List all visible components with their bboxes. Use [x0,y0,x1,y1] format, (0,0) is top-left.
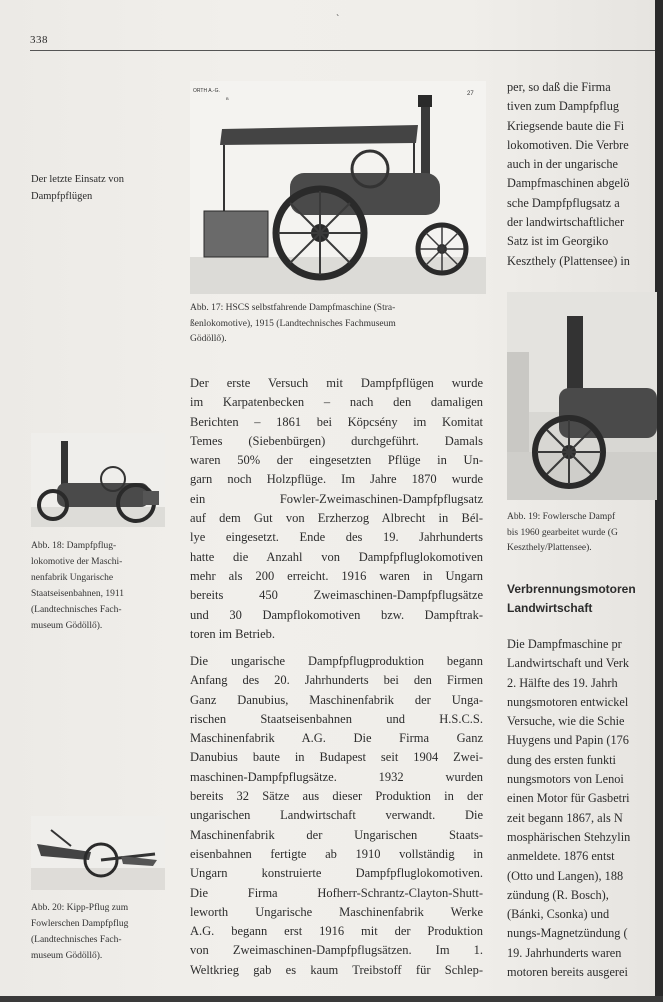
caption-line: Abb. 19: Fowlersche Dampf [507,512,616,522]
right-column-top-text [507,78,657,271]
text-line: lye eingesetzt. Ende des 19. Jahrhunderts [190,530,483,545]
text-line: von Zweimaschinen-Dampfpflugsätzen. Im 1. [190,943,483,958]
figure-17-caption [190,301,486,348]
text-line: lokomotiven. Die Verbre [507,137,629,152]
text-line: rischen Staatseisenbahnen und H.S.C.S. [190,711,483,726]
text-line: Der erste Versuch mit Dampfpflügen wurde [190,376,483,390]
heading-line: Verbrennungsmotoren [507,582,636,596]
text-line: Temes (Siebenbürgen) durchgeführt. Damals [190,433,483,448]
caption-line: museum Gödöllő). [31,951,103,961]
text-line: Huygens und Papin (176 [507,733,629,748]
figure-17-plate-number: 27 [467,91,474,97]
text-line: einen Motor für Gasbetri [507,791,630,806]
text-line: Versuche, wie die Schie [507,714,625,729]
top-mark: ` [336,14,340,25]
figure-18-caption [31,538,167,634]
text-line: eisenbahnen fertigte ab 1910 vollständig in [190,846,483,861]
text-line: tiven zum Dampfpflug [507,99,620,114]
section-heading [507,580,657,618]
caption-line: (Landtechnisches Fach- [31,605,122,615]
text-line: Landwirtschaft und Verk [507,656,630,671]
sidebar-note: Der letzte Einsatz von Dampfpflügen [31,174,125,202]
caption-line: Fowlerschen Dampfpflug [31,919,129,929]
caption-line: Gödöllő). [190,334,227,344]
text-line: nungsmotoren entwickel [507,694,629,709]
caption-line: (Landtechnisches Fach- [31,935,122,945]
text-line: per, so daß die Firma [507,80,611,94]
right-column-bottom-text [507,635,657,982]
text-line: hatte die Anzahl von Dampfpfluglokomotiven [190,549,483,564]
text-line: Berichten – 1861 bei Köpcsény im Komitat [190,414,483,429]
figure-19-caption [507,510,657,557]
text-line: bereits 32 Sätze aus dieser Produktion in der [190,789,483,804]
caption-line: Staatseisenbahnen, 1911 [31,589,125,599]
caption-line: Abb. 18: Dampfpflug- [31,541,117,551]
caption-line: bis 1960 gearbeitet wurde (G [507,527,618,538]
figure-17-stamp: ORTH A.-G. [193,88,220,94]
text-line: garn noch Holzpflüge. Im Jahre 1870 wurde [190,472,483,487]
text-line: 2. Hälfte des 19. Jahrh [507,675,618,690]
figure-19-photo [507,292,657,500]
text-line: maschinen-Dampfpflugsätze. 1932 wurden [190,769,483,784]
text-line: (Otto und Langen), 188 [507,868,624,883]
text-line: Ungarn konstruierte Dampfpfluglokomotiven. [190,866,483,881]
text-line: toren im Betrieb. [190,626,276,641]
text-line: Dampfmaschinen abgelö [507,176,630,191]
text-line: Kriegsende baute die Fi [507,118,625,133]
figure-17-photo [190,81,486,294]
text-line: der landwirtschaftlicher [507,215,625,230]
caption-line: Abb. 20: Kipp-Pflug zum [31,903,129,913]
text-line: mehr als 200 erreicht. 1916 waren in Ungarn [190,568,483,583]
text-line: dung des ersten funkti [507,752,616,767]
text-line: zeit begann 1867, als N [507,810,623,825]
text-line: (Bánki, Csonka) und [507,907,610,922]
text-line: waren 50% der eingesetzten Pflüge in Un- [190,453,483,468]
text-line: sche Dampfpflugsatz a [507,195,620,210]
page-number: 338 [30,34,48,46]
text-line: nungsmotors von Lenoi [507,772,624,787]
text-line: Die Firma Hofherr-Schrantz-Clayton-Shutt- [190,885,483,900]
text-line: auch in der ungarische [507,157,618,172]
text-line: 19. Jahrhunderts waren [507,945,622,960]
text-line: leworth Ungarische Maschinenfabrik Werke [190,904,483,919]
text-line: motoren bereits ausgerei [507,965,628,980]
figure-17-stamp-sub: B [226,96,229,101]
text-line: Keszthely (Plattensee) in [507,253,630,268]
caption-line: lokomotive der Maschi- [31,557,123,567]
text-line: Die Dampfmaschine pr [507,637,622,651]
caption-line: ßenlokomotive), 1915 (Landtechnisches Fachmuseum [190,318,396,329]
text-line: nungs-Magnetzündung ( [507,926,628,941]
text-line: mosphärischen Stehzylin [507,829,631,844]
page-bottom-shadow [0,996,663,1002]
caption-line: museum Gödöllő). [31,621,103,631]
main-paragraph-1 [190,374,483,644]
text-line: Satz ist im Georgiko [507,234,609,249]
caption-line: Abb. 17: HSCS selbstfahrende Dampfmaschine (Stra- [190,303,396,313]
text-line: Weltkrieg gab es kaum Treibstoff für Schlep- [190,962,483,977]
text-line: Anfang des 20. Jahrhunderts bei den Firmen [190,673,483,688]
text-line: Danubius baute in Budapest seit 1904 Zwei- [190,750,483,765]
text-line: Maschinenfabrik A.G. Die Firma Ganz [190,731,483,746]
text-line: zündung (R. Bosch), [507,887,609,902]
text-line: A.G. begann erst 1916 mit der Produktion [190,924,483,939]
heading-line: Landwirtschaft [507,601,593,615]
header-rule [30,50,655,51]
text-line: ein Fowler-Zweimaschinen-Dampfpflugsatz [190,491,483,506]
text-line: im Karpatenbecken – nach den damaligen [190,395,483,410]
figure-20-photo [31,816,165,890]
figure-18-photo [31,433,165,527]
text-line: anmeldete. 1876 entst [507,849,615,864]
text-line: ungarischen Landwirtschaft verwandt. Die [190,808,483,823]
main-paragraph-2 [190,652,483,980]
text-line: Ganz Danubius, Maschinenfabrik der Unga- [190,692,483,707]
caption-line: Keszthely/Plattensee). [507,543,592,553]
text-line: bereits 450 Zweimaschinen-Dampfpflugsätze [190,588,483,603]
text-line: auf dem Gut von Erzherzog Albrecht in Bél- [190,511,483,526]
figure-20-caption [31,900,167,964]
caption-line: nenfabrik Ungarische [31,573,114,583]
text-line: Die ungarische Dampfpflugproduktion begann [190,654,483,668]
text-line: Maschinenfabrik der Ungarischen Staats- [190,827,483,842]
text-line: und 30 Dampflokomotiven bzw. Dampftrak- [190,607,483,622]
